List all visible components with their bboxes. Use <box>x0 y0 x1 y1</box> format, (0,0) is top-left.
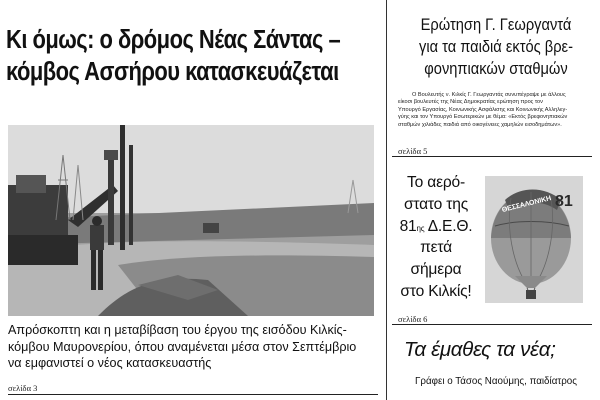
main-headline-line1: Κι όμως: ο δρόμος Νέας Σάντας – <box>6 26 341 54</box>
right-page-ref[interactable]: σελίδα 5 <box>398 146 428 156</box>
balloon-rule <box>392 324 592 325</box>
balloon-headline[interactable] <box>394 172 478 303</box>
balloon-line3-number: 81 <box>399 217 417 235</box>
main-page-ref[interactable]: σελίδα 3 <box>8 383 38 393</box>
balloon-page-ref[interactable]: σελίδα 6 <box>398 314 428 324</box>
balloon-line4: πετά <box>420 239 452 257</box>
hot-air-balloon-image <box>485 176 583 303</box>
right-body-line5: σταθμών χιλιάδες παιδιά από οικογένειες χαμηλών εισοδημάτων». <box>398 121 562 128</box>
news-byline <box>396 376 596 387</box>
main-caption <box>8 322 376 372</box>
construction-site-image <box>8 125 374 316</box>
byline-prefix: Γράφει ο <box>415 376 456 387</box>
main-photo[interactable] <box>8 125 374 316</box>
column-divider <box>386 0 387 400</box>
balloon-logo-number: 81 <box>555 193 573 210</box>
balloon-line5: σήμερα <box>410 261 462 279</box>
main-bottom-rule <box>8 394 378 395</box>
caption-line3: να εμφανιστεί ο νέος κατασκευαστής <box>8 356 212 370</box>
balloon-line1: Το αερό- <box>407 174 465 191</box>
balloon-line6: στο Κιλκίς! <box>400 282 472 300</box>
right-headline-line1: Ερώτηση Γ. Γεωργαντά <box>420 16 572 34</box>
balloon-line3-suffix: ης <box>416 223 425 233</box>
right-body-line2: είκοσι βουλευτές της Νέας Δημοκρατίας ερώτηση προς τον <box>398 99 543 106</box>
main-headline-line2: κόμβος Ασσήρου κατασκευάζεται <box>6 58 339 86</box>
byline-author[interactable]: Τάσος Ναούμης <box>455 376 525 387</box>
balloon-photo[interactable] <box>485 176 583 303</box>
balloon-line3-rest: Δ.Ε.Θ. <box>424 217 473 235</box>
balloon-line3 <box>394 216 478 238</box>
right-headline-line3: φονηπιακών σταθμών <box>424 60 568 78</box>
caption-line2: κόμβου Μαυρονερίου, όπου αναμένεται μέσα στον Σεπτέμβριο <box>8 339 357 354</box>
news-title[interactable]: Τα έμαθες τα νέα; <box>404 338 556 361</box>
right-body-line4: γύης και τον Υπουργό Εσωτερικών με θέμα: «Εκτός βρεφονηπιακών <box>398 114 568 121</box>
right-rule <box>392 156 592 157</box>
right-headline-line2: για τα παιδιά εκτός βρε- <box>419 38 573 56</box>
right-headline[interactable] <box>406 14 586 80</box>
balloon-line2: στατο της <box>403 195 469 213</box>
caption-line1: Απρόσκοπτη και η μεταβίβαση του έργου της εισόδου Κιλκίς- <box>8 323 347 337</box>
right-body-line1: Ο Βουλευτής ν. Κιλκίς Γ. Γεωργαντάς συνυπέγραψε με άλλους <box>412 92 566 98</box>
main-headline[interactable] <box>6 24 341 88</box>
balloon-image-text: ΘΕΣΣΑΛΟΝΙΚΗ <box>501 195 553 215</box>
byline-suffix: , παιδίατρος <box>524 376 577 387</box>
right-body <box>398 92 592 129</box>
right-body-line3: Υπουργό Εργασίας, Κοινωνικής Ασφάλισης και Κοινωνικής Αλληλεγ- <box>398 106 568 113</box>
